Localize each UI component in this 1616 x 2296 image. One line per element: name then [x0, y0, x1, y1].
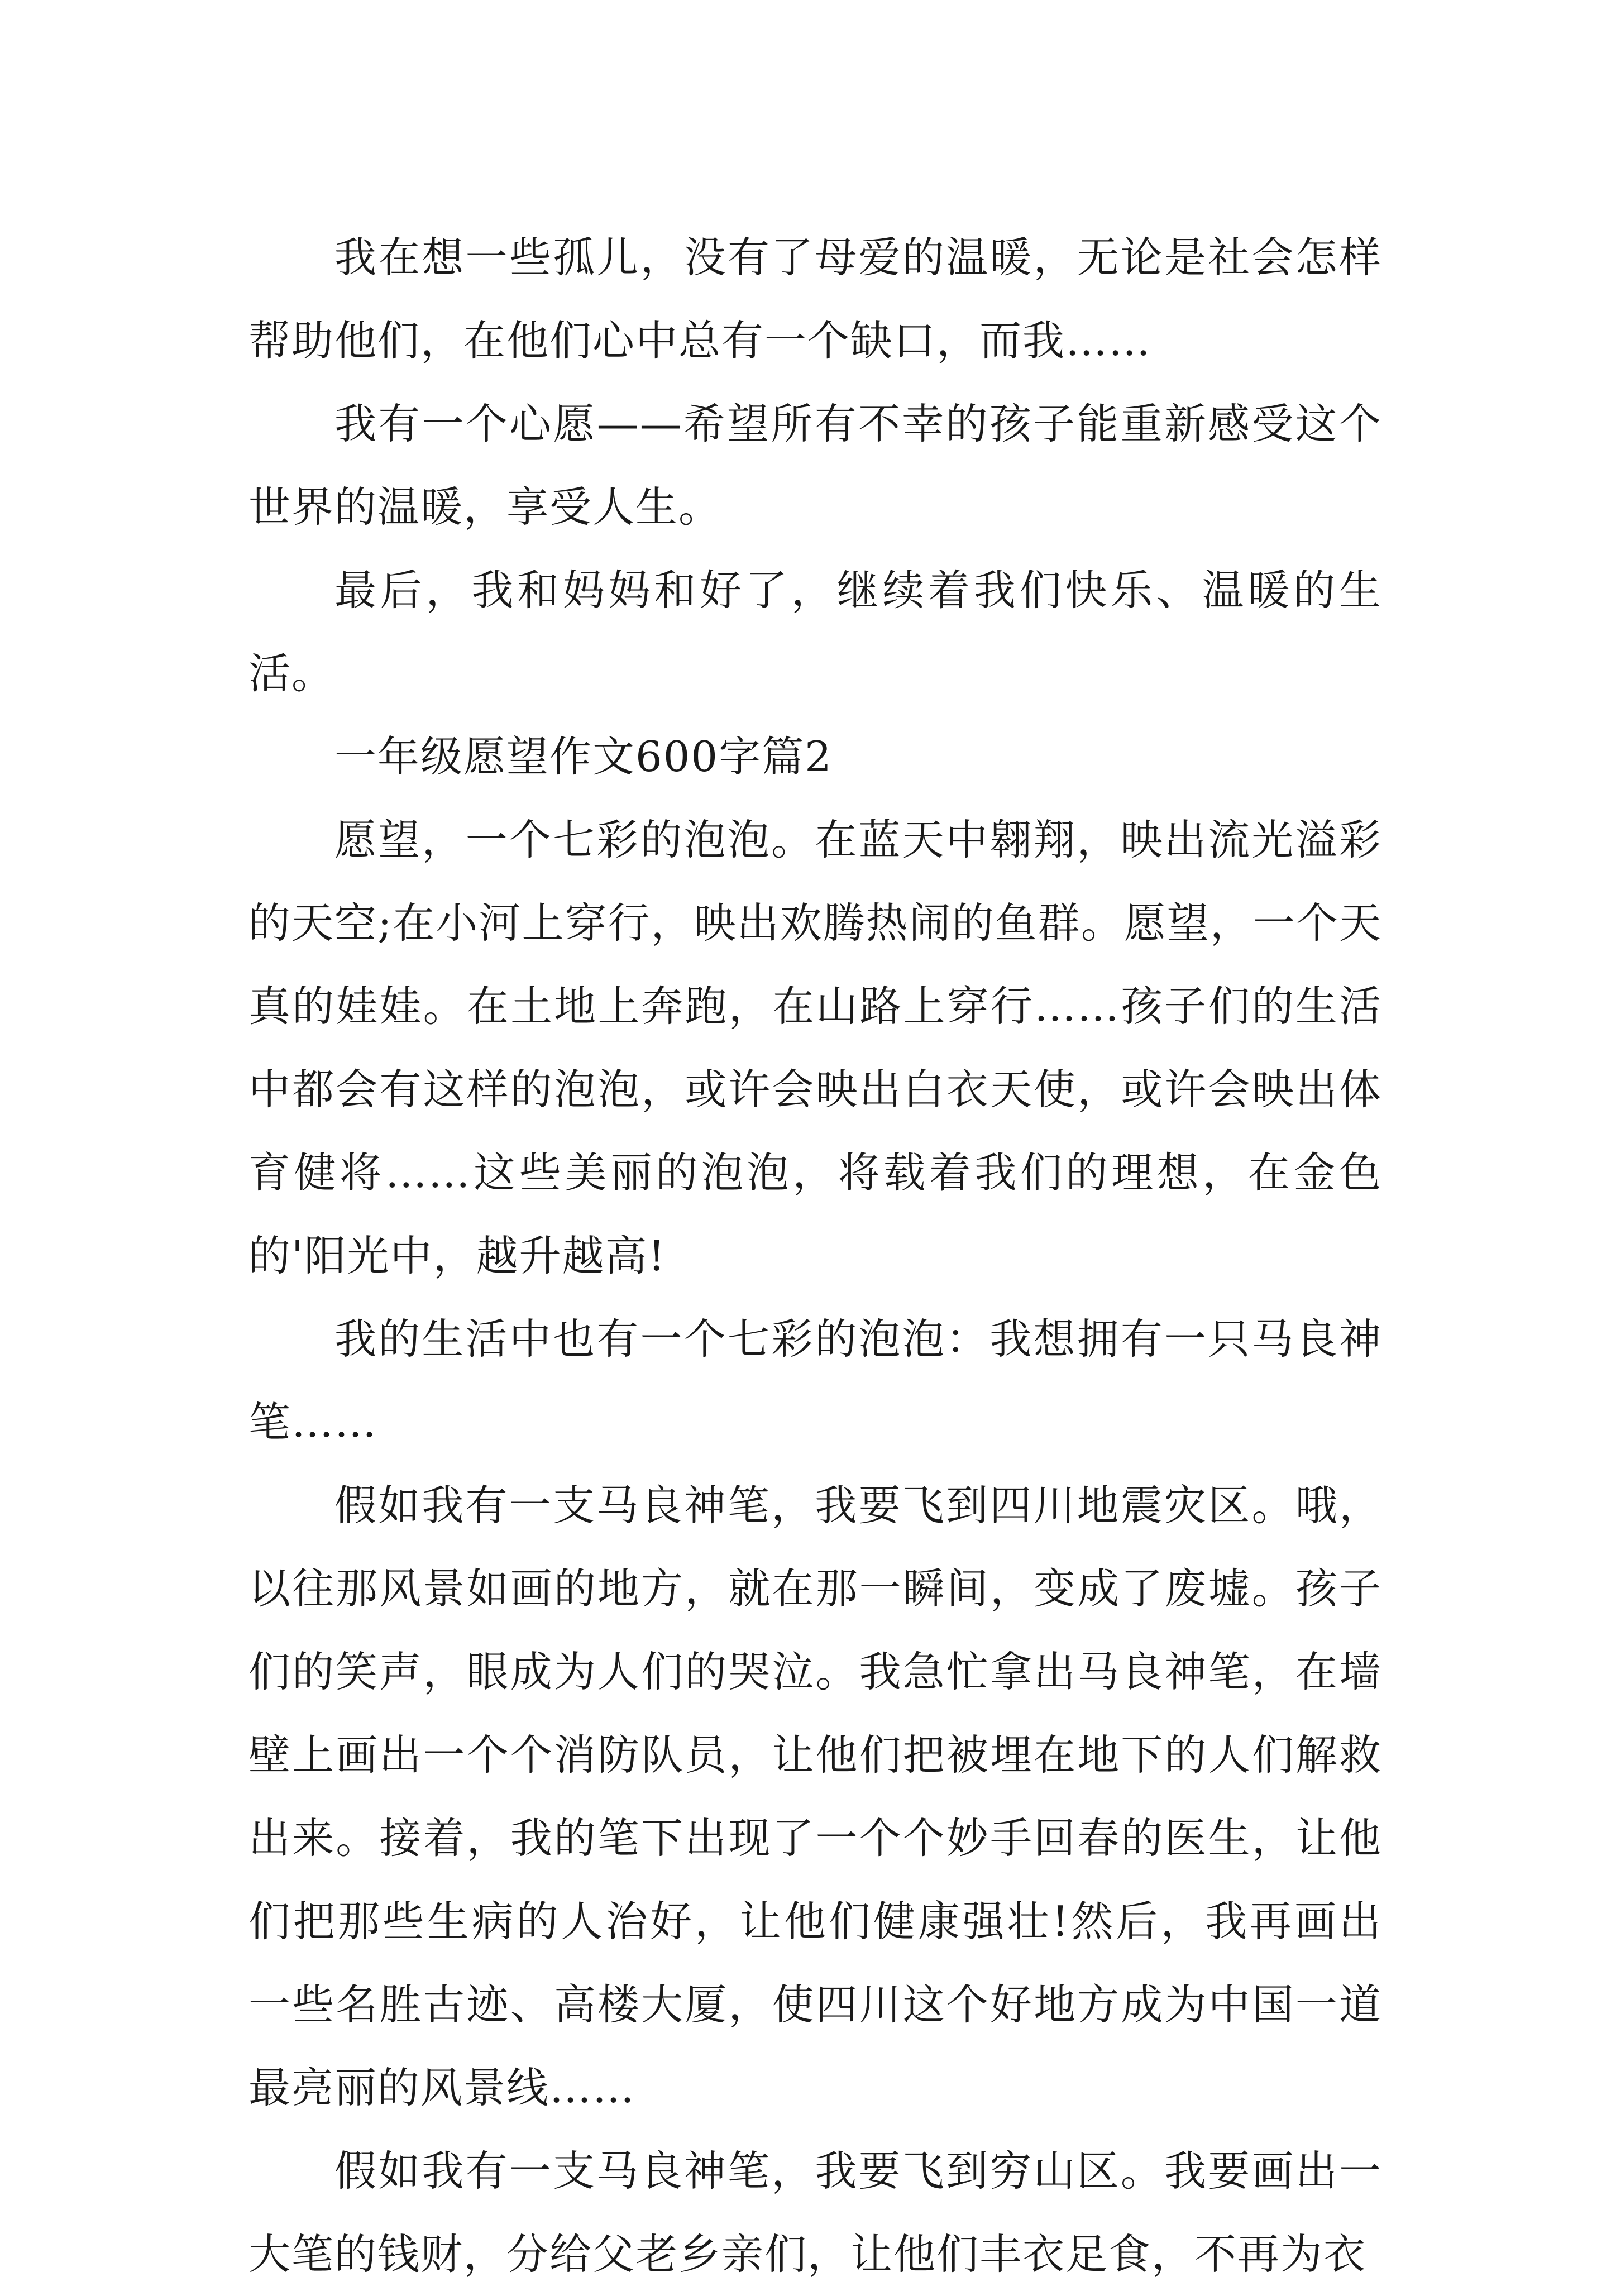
paragraph-mountain: 假如我有一支马良神笔，我要飞到穷山区。我要画出一大笔的钱财，分给父老乡亲们，让他们丰衣足食，不再为衣 [248, 2146, 1382, 2279]
paragraph-wish: 我有一个心愿——希望所有不幸的孩子能重新感受这个世界的温暖，享受人生。 [248, 399, 1382, 532]
paragraph-sichuan: 假如我有一支马良神笔，我要飞到四川地震灾区。哦，以往那风景如画的地方，就在那一瞬间，变成了废墟。孩子们的笑声，眼成为人们的哭泣。我急忙拿出马良神笔，在墙壁上画出一个个消防队员，让他们把被埋在地下的人们解救出来。接着，我的笔下出现了一个个妙手回春的医生，让他们把那些生病的人治好，让他们健康强壮!然后，我再画出一些名胜古迹、高楼大厦，使四川这个好地方成为中国一道最亮丽的风景线…… [248, 1481, 1382, 2112]
document-body [248, 216, 1382, 2296]
paragraph-bubble: 愿望，一个七彩的泡泡。在蓝天中翱翔，映出流光溢彩的天空;在小河上穿行，映出欢腾热闹的鱼群。愿望，一个天真的娃娃。在土地上奔跑，在山路上穿行……孩子们的生活中都会有这样的泡泡，或许会映出白衣天使，或许会映出体育健将……这些美丽的泡泡，将载着我们的理想，在金色的'阳光中，越升越高! [248, 815, 1382, 1280]
paragraph-reconcile: 最后，我和妈妈和好了，继续着我们快乐、温暖的生活。 [248, 566, 1382, 698]
paragraph-orphans: 我在想一些孤儿，没有了母爱的温暖，无论是社会怎样帮助他们，在他们心中总有一个缺口，而我…… [248, 233, 1382, 365]
paragraph-magic-brush: 我的生活中也有一个七彩的泡泡：我想拥有一只马良神笔…… [248, 1314, 1382, 1447]
section-title: 一年级愿望作文600字篇2 [334, 732, 833, 781]
